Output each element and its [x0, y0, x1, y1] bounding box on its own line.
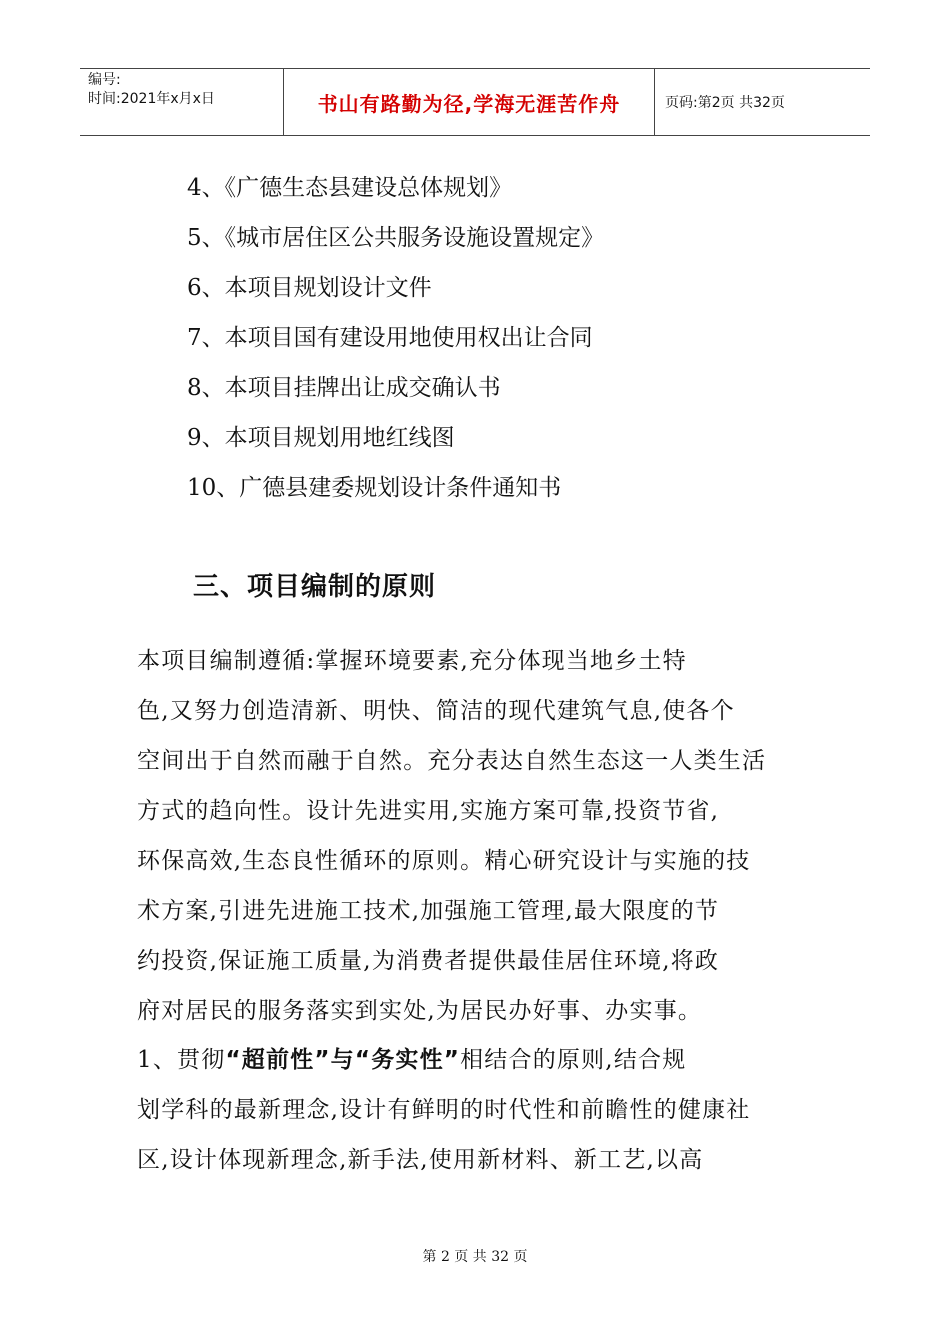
paragraph-line: 划学科的最新理念,设计有鲜明的时代性和前瞻性的健康社 [137, 1097, 751, 1123]
principle-1-first-line [137, 1035, 817, 1085]
reference-item: 9、本项目规划用地红线图 [187, 425, 455, 451]
paragraph-line: 方式的趋向性。设计先进实用,实施方案可靠,投资节省, [137, 798, 720, 824]
term-conjunction: 与 [330, 1047, 355, 1073]
header-middle-cell [283, 69, 655, 135]
header-table [80, 68, 870, 136]
serial-label: 编号: [88, 72, 121, 88]
header-right-cell [655, 69, 870, 135]
principle-paragraph [137, 636, 817, 1036]
reference-item: 10、广德县建委规划设计条件通知书 [187, 475, 562, 501]
term-advanced: “超前性” [225, 1047, 331, 1073]
reference-item: 7、本项目国有建设用地使用权出让合同 [187, 325, 593, 351]
reference-item: 6、本项目规划设计文件 [187, 275, 432, 301]
reference-item: 5、《城市居住区公共服务设施设置规定》 [187, 225, 605, 251]
time-label: 时间:2021年x月x日 [88, 91, 215, 107]
paragraph-line: 术方案,引进先进施工技术,加强施工管理,最大限度的节 [137, 898, 720, 924]
term-practical: “务实性” [354, 1047, 461, 1073]
header-left-cell [80, 69, 283, 135]
principle-1-paragraph [137, 1035, 817, 1185]
paragraph-line: 区,设计体现新理念,新手法,使用新材料、新工艺,以高 [137, 1147, 704, 1173]
page-info: 页码:第2页 共32页 [665, 95, 785, 111]
header-motto: 书山有路勤为径,学海无涯苦作舟 [317, 91, 621, 116]
reference-item: 4、《广德生态县建设总体规划》 [187, 175, 513, 201]
paragraph-line: 约投资,保证施工质量,为消费者提供最佳居住环境,将政 [137, 948, 720, 974]
section-heading: 三、项目编制的原则 [193, 572, 437, 602]
page-footer: 第 2 页 共 32 页 [422, 1249, 528, 1265]
paragraph-line: 环保高效,生态良性循环的原则。精心研究设计与实施的技 [137, 848, 751, 874]
reference-item: 8、本项目挂牌出让成交确认书 [187, 375, 501, 401]
principle-1-prefix: 1、贯彻 [137, 1047, 226, 1073]
principle-1-suffix: 相结合的原则,结合规 [460, 1047, 687, 1073]
paragraph-line: 色,又努力创造清新、明快、简洁的现代建筑气息,使各个 [137, 698, 735, 724]
paragraph-line: 本项目编制遵循:掌握环境要素,充分体现当地乡土特 [137, 648, 687, 674]
paragraph-line: 空间出于自然而融于自然。充分表达自然生态这一人类生活 [137, 748, 767, 774]
paragraph-line: 府对居民的服务落实到实处,为居民办好事、办实事。 [137, 998, 703, 1024]
